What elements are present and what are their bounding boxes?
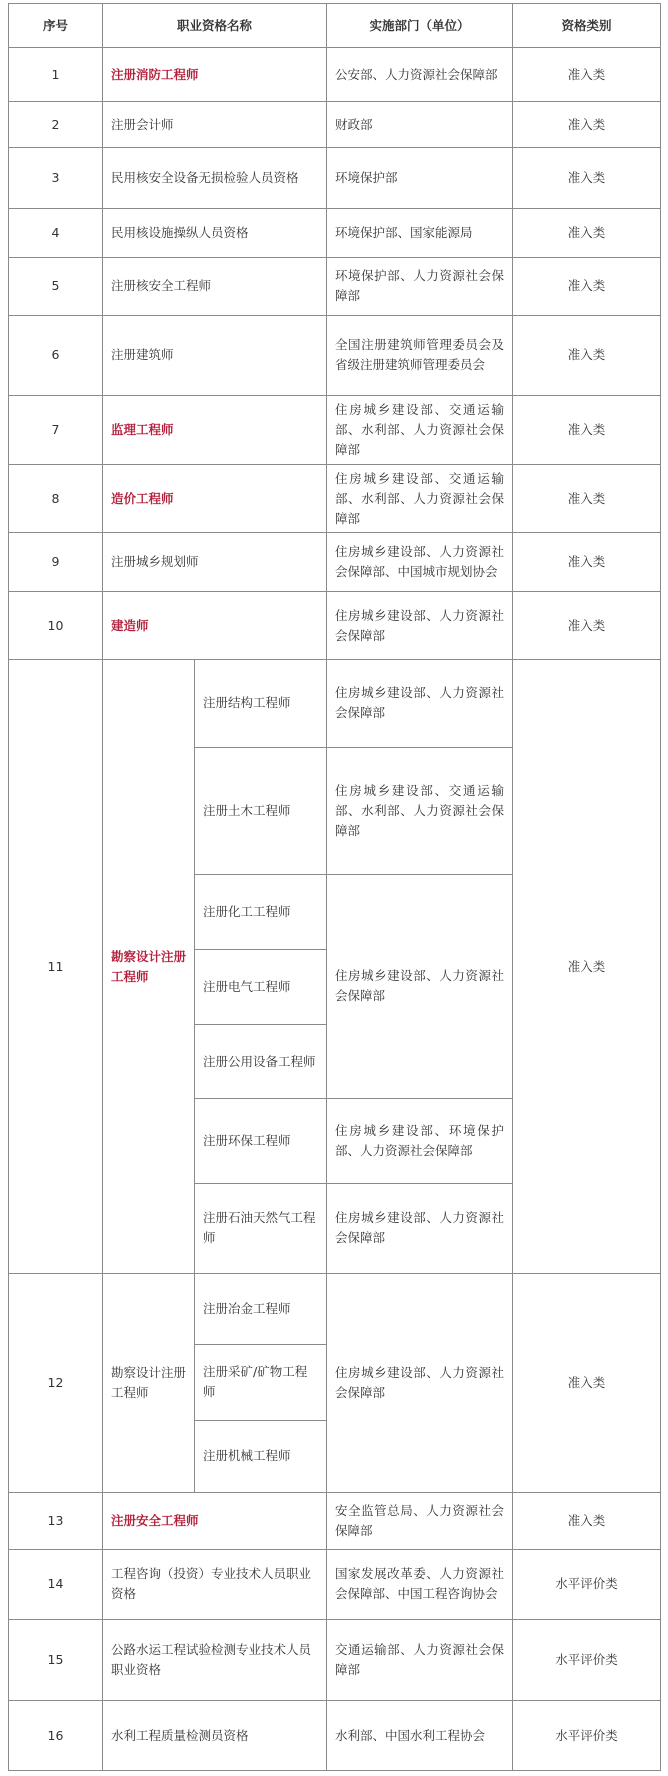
row-name: 注册安全工程师 — [103, 1492, 327, 1549]
header-no: 序号 — [9, 4, 103, 48]
row-name: 工程咨询（投资）专业技术人员职业资格 — [103, 1550, 327, 1620]
header-dept: 实施部门（单位） — [327, 4, 513, 48]
row-dept: 国家发展改革委、人力资源社会保障部、中国工程咨询协会 — [327, 1550, 513, 1620]
table-row — [9, 1550, 661, 1620]
row-type: 准入类 — [513, 1492, 661, 1549]
row-type: 准入类 — [513, 209, 661, 258]
row-type: 准入类 — [513, 1274, 661, 1493]
row-type: 水平评价类 — [513, 1550, 661, 1620]
row-dept: 交通运输部、人力资源社会保障部 — [327, 1619, 513, 1700]
row-name: 勘察设计注册工程师 — [103, 660, 195, 1274]
row-name: 注册消防工程师 — [103, 48, 327, 102]
sub-qualification: 注册结构工程师 — [195, 660, 327, 747]
header-name: 职业资格名称 — [103, 4, 327, 48]
table-row — [9, 1492, 661, 1549]
sub-qualification: 注册土木工程师 — [195, 747, 327, 874]
row-dept: 住房城乡建设部、人力资源社会保障部 — [327, 660, 513, 747]
header-row — [9, 4, 661, 48]
row-no: 3 — [9, 147, 103, 208]
row-dept: 环境保护部、国家能源局 — [327, 209, 513, 258]
row-type: 水平评价类 — [513, 1701, 661, 1771]
sub-qualification: 注册化工工程师 — [195, 874, 327, 950]
row-name: 注册会计师 — [103, 102, 327, 148]
row-dept: 财政部 — [327, 102, 513, 148]
row-type: 准入类 — [513, 258, 661, 315]
table-row — [9, 209, 661, 258]
row-no: 5 — [9, 258, 103, 315]
row-name: 造价工程师 — [103, 465, 327, 533]
sub-qualification: 注册石油天然气工程师 — [195, 1183, 327, 1274]
row-no: 6 — [9, 315, 103, 395]
row-no: 2 — [9, 102, 103, 148]
row-name: 注册建筑师 — [103, 315, 327, 395]
row-dept: 住房城乡建设部、人力资源社会保障部、中国城市规划协会 — [327, 533, 513, 592]
table-row — [9, 48, 661, 102]
row-type: 准入类 — [513, 533, 661, 592]
table-row — [9, 102, 661, 148]
row-no: 13 — [9, 1492, 103, 1549]
row-type: 准入类 — [513, 660, 661, 1274]
row-dept: 安全监管总局、人力资源社会保障部 — [327, 1492, 513, 1549]
table-row — [9, 533, 661, 592]
row-type: 准入类 — [513, 102, 661, 148]
header-type: 资格类别 — [513, 4, 661, 48]
table-row — [9, 1701, 661, 1771]
row-no: 11 — [9, 660, 103, 1274]
row-name: 民用核设施操纵人员资格 — [103, 209, 327, 258]
row-no: 10 — [9, 592, 103, 660]
row-type: 准入类 — [513, 465, 661, 533]
row-dept: 住房城乡建设部、人力资源社会保障部 — [327, 592, 513, 660]
row-name: 水利工程质量检测员资格 — [103, 1701, 327, 1771]
row-dept: 公安部、人力资源社会保障部 — [327, 48, 513, 102]
row-type: 准入类 — [513, 48, 661, 102]
row-no: 7 — [9, 395, 103, 465]
table-row — [9, 395, 661, 465]
row-dept: 住房城乡建设部、环境保护部、人力资源社会保障部 — [327, 1099, 513, 1183]
table-row — [9, 660, 661, 747]
sub-qualification: 注册采矿/矿物工程师 — [195, 1345, 327, 1421]
qualification-table — [8, 3, 661, 1771]
row-name: 勘察设计注册工程师 — [103, 1274, 195, 1493]
row-name: 注册城乡规划师 — [103, 533, 327, 592]
row-no: 9 — [9, 533, 103, 592]
row-dept: 住房城乡建设部、人力资源社会保障部 — [327, 874, 513, 1099]
sub-qualification: 注册公用设备工程师 — [195, 1025, 327, 1099]
sub-qualification: 注册机械工程师 — [195, 1420, 327, 1492]
row-dept: 住房城乡建设部、交通运输部、水利部、人力资源社会保障部 — [327, 465, 513, 533]
row-no: 14 — [9, 1550, 103, 1620]
row-name: 建造师 — [103, 592, 327, 660]
row-name: 监理工程师 — [103, 395, 327, 465]
row-no: 8 — [9, 465, 103, 533]
sub-qualification: 注册冶金工程师 — [195, 1274, 327, 1345]
row-type: 准入类 — [513, 592, 661, 660]
row-name: 民用核安全设备无损检验人员资格 — [103, 147, 327, 208]
row-type: 准入类 — [513, 395, 661, 465]
table-row — [9, 147, 661, 208]
table-row — [9, 1274, 661, 1345]
row-no: 15 — [9, 1619, 103, 1700]
row-no: 1 — [9, 48, 103, 102]
row-dept: 水利部、中国水利工程协会 — [327, 1701, 513, 1771]
row-dept: 住房城乡建设部、人力资源社会保障部 — [327, 1274, 513, 1493]
row-no: 12 — [9, 1274, 103, 1493]
sub-qualification: 注册电气工程师 — [195, 950, 327, 1025]
sub-qualification: 注册环保工程师 — [195, 1099, 327, 1183]
table-row — [9, 1619, 661, 1700]
table-row — [9, 315, 661, 395]
row-dept: 全国注册建筑师管理委员会及省级注册建筑师管理委员会 — [327, 315, 513, 395]
row-dept: 环境保护部、人力资源社会保障部 — [327, 258, 513, 315]
row-dept: 环境保护部 — [327, 147, 513, 208]
row-name: 公路水运工程试验检测专业技术人员职业资格 — [103, 1619, 327, 1700]
row-dept: 住房城乡建设部、交通运输部、水利部、人力资源社会保障部 — [327, 395, 513, 465]
row-dept: 住房城乡建设部、人力资源社会保障部 — [327, 1183, 513, 1274]
table-row — [9, 465, 661, 533]
table-row — [9, 258, 661, 315]
row-type: 准入类 — [513, 147, 661, 208]
table-row — [9, 592, 661, 660]
row-dept: 住房城乡建设部、交通运输部、水利部、人力资源社会保障部 — [327, 747, 513, 874]
row-no: 4 — [9, 209, 103, 258]
row-name: 注册核安全工程师 — [103, 258, 327, 315]
row-type: 水平评价类 — [513, 1619, 661, 1700]
row-no: 16 — [9, 1701, 103, 1771]
row-type: 准入类 — [513, 315, 661, 395]
